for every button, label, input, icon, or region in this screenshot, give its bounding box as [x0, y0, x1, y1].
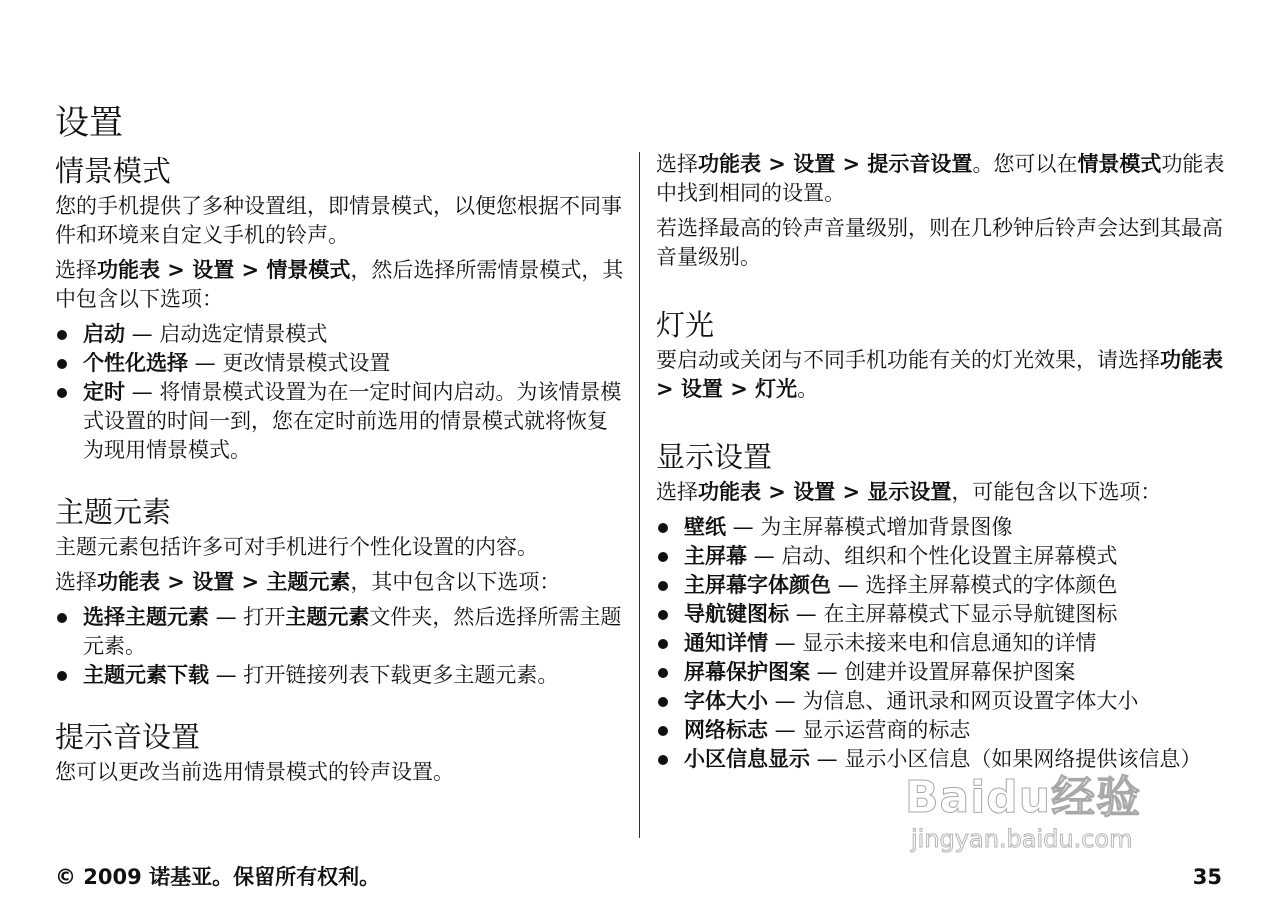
themes-intro: 主题元素包括许多可对手机进行个性化设置的内容。: [55, 535, 538, 559]
option-term: 选择主题元素: [83, 605, 209, 629]
option-desc: — 为信息、通讯录和网页设置字体大小: [768, 689, 1139, 713]
option-term: 导航键图标: [684, 602, 789, 626]
list-item: [656, 600, 1226, 629]
nav-suffix: ，可能包含以下选项：: [951, 480, 1162, 504]
display-heading: 显示设置: [656, 440, 773, 474]
list-item: [656, 513, 1226, 542]
copyright-footer: © 2009 诺基亚。保留所有权利。: [55, 865, 381, 889]
baidu-jingyan-watermark: [905, 772, 1205, 872]
option-term: 定时: [83, 380, 125, 404]
display-nav-path: 功能表 > 设置 > 显示设置: [698, 480, 952, 504]
watermark-logo: Baidu经验: [905, 772, 1142, 823]
nav-prefix: 选择: [656, 152, 698, 176]
option-desc: — 显示未接来电和信息通知的详情: [768, 631, 1097, 655]
nav-prefix: 选择: [55, 258, 97, 282]
option-desc: — 打开链接列表下载更多主题元素。: [209, 663, 559, 687]
option-desc: — 更改情景模式设置: [188, 351, 391, 375]
lights-desc: 要启动或关闭与不同手机功能有关的灯光效果，请选择: [656, 348, 1160, 372]
profiles-options-list: [55, 320, 625, 465]
option-term: 通知详情: [684, 631, 768, 655]
nav-suffix: ，其中包含以下选项：: [350, 570, 561, 594]
nav-prefix: 选择: [656, 480, 698, 504]
themes-nav: [55, 568, 625, 597]
list-item: [55, 320, 625, 349]
themes-heading: 主题元素: [55, 495, 172, 529]
profiles-heading: 情景模式: [55, 154, 172, 188]
watermark-url: jingyan.baidu.com: [911, 825, 1133, 853]
lights-nav-path: 功能表 > 设置 > 灯光: [656, 348, 1223, 401]
list-item: [656, 687, 1226, 716]
list-item: [55, 378, 625, 465]
option-term: 个性化选择: [83, 351, 188, 375]
option-desc: 文件夹，然后选择所需主题元素。: [83, 605, 622, 658]
option-desc: — 启动、组织和个性化设置主屏幕模式: [747, 544, 1118, 568]
lights-end: 。: [797, 377, 819, 401]
tones-nav-path: 功能表 > 设置 > 提示音设置: [698, 152, 973, 176]
option-term: 主题元素下载: [83, 663, 209, 687]
option-desc: — 显示运营商的标志: [768, 718, 971, 742]
themes-options-list: [55, 603, 625, 690]
option-term: 屏幕保护图案: [684, 660, 810, 684]
option-desc: — 在主屏幕模式下显示导航键图标: [789, 602, 1118, 626]
right-column: [656, 150, 1226, 774]
tones-nav: [656, 150, 1226, 208]
option-term: 主屏幕: [684, 544, 747, 568]
display-options-list: [656, 513, 1226, 774]
option-term: 小区信息显示: [684, 747, 810, 771]
list-item: [656, 658, 1226, 687]
option-term: 启动: [83, 322, 125, 346]
option-term: 网络标志: [684, 718, 768, 742]
option-desc: — 显示小区信息（如果网络提供该信息）: [810, 747, 1202, 771]
page-number: 35: [1192, 865, 1222, 889]
list-item: [55, 603, 625, 661]
nav-mid: 。您可以在: [972, 152, 1078, 176]
column-divider: [639, 152, 640, 838]
option-desc: — 将情景模式设置为在一定时间内启动。为该情景模式设置的时间一到，您在定时前选用的情景模式就将恢复为现用情景模式。: [83, 380, 622, 462]
list-item: [656, 629, 1226, 658]
profiles-intro: 您的手机提供了多种设置组，即情景模式，以便您根据不同事件和环境来自定义手机的铃声。: [55, 194, 622, 247]
option-term-inline: 主题元素: [285, 605, 370, 629]
list-item: [55, 661, 625, 690]
tones-heading: 提示音设置: [55, 720, 201, 754]
option-desc: — 为主屏幕模式增加背景图像: [726, 515, 1013, 539]
themes-nav-path: 功能表 > 设置 > 主题元素: [97, 570, 351, 594]
left-column: [55, 150, 625, 793]
list-item: [656, 745, 1226, 774]
display-nav: [656, 478, 1226, 507]
tones-note: 若选择最高的铃声音量级别，则在几秒钟后铃声会达到其最高音量级别。: [656, 216, 1223, 269]
option-desc: — 创建并设置屏幕保护图案: [810, 660, 1076, 684]
nav-suffix: ，然后选择所需情景模式，其中包含以下选项：: [55, 258, 624, 311]
option-desc: — 选择主屏幕模式的字体颜色: [831, 573, 1118, 597]
page-title: 设置: [55, 103, 123, 143]
option-term: 壁纸: [684, 515, 726, 539]
profiles-nav: [55, 256, 625, 314]
option-term: 字体大小: [684, 689, 768, 713]
tones-intro: 您可以更改当前选用情景模式的铃声设置。: [55, 760, 454, 784]
lights-heading: 灯光: [656, 308, 715, 342]
option-desc: — 启动选定情景模式: [125, 322, 328, 346]
list-item: [55, 349, 625, 378]
nav-prefix: 选择: [55, 570, 97, 594]
list-item: [656, 542, 1226, 571]
nav-tail: 功能表中找到相同的设置。: [656, 152, 1225, 205]
option-desc: — 打开: [209, 605, 286, 629]
lights-text: [656, 346, 1226, 404]
list-item: [656, 716, 1226, 745]
option-term: 主屏幕字体颜色: [684, 573, 831, 597]
profiles-ref: 情景模式: [1077, 152, 1162, 176]
list-item: [656, 571, 1226, 600]
profiles-nav-path: 功能表 > 设置 > 情景模式: [97, 258, 351, 282]
